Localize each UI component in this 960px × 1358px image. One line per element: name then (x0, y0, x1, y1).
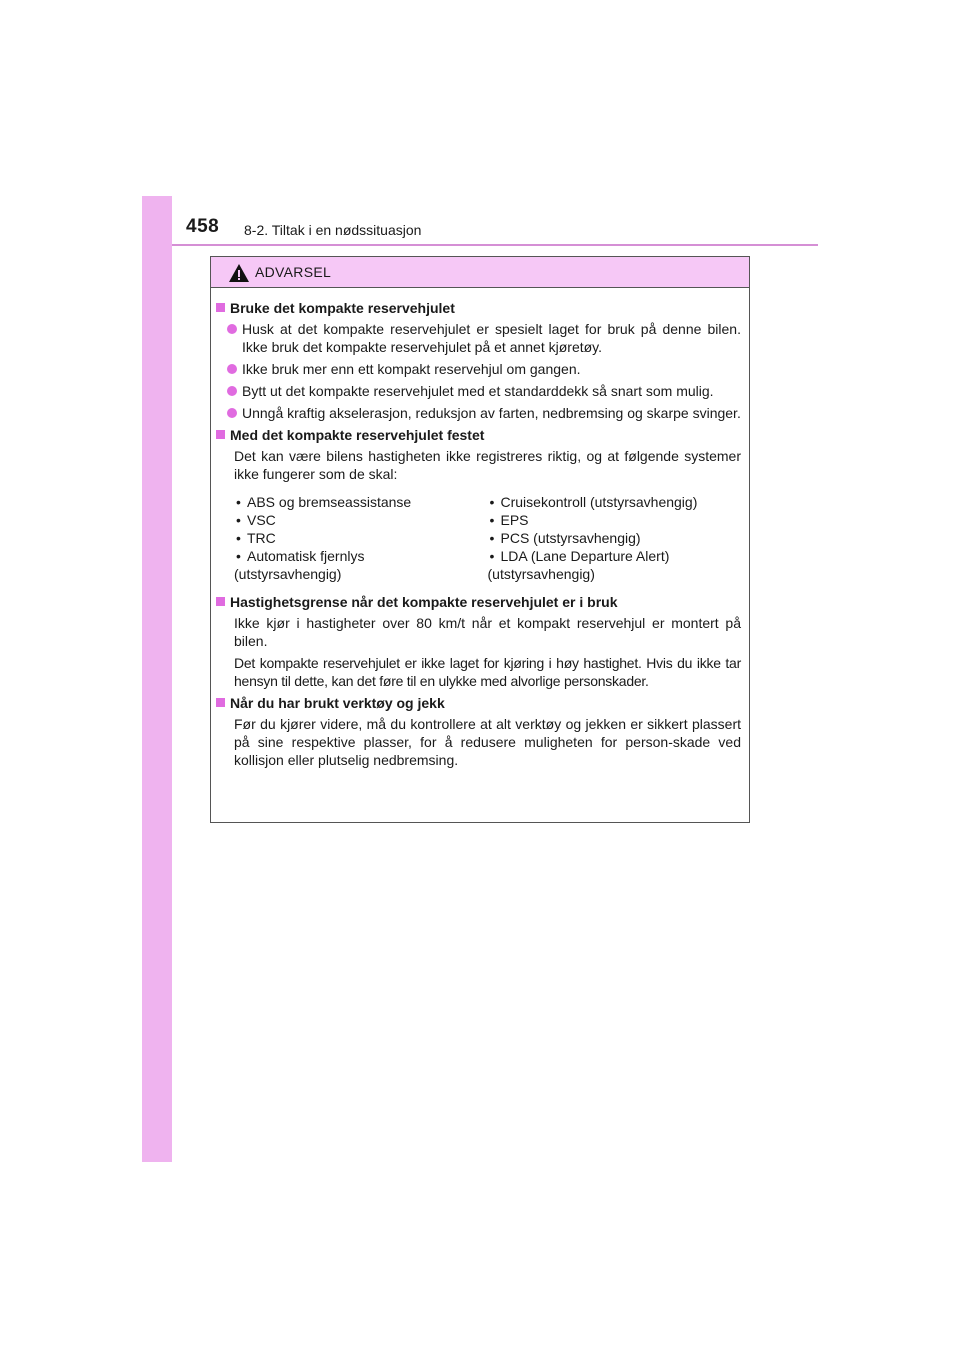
warning-title: ADVARSEL (255, 264, 332, 280)
warning-triangle-icon (228, 263, 250, 283)
warning-box (210, 256, 750, 823)
list-item: • LDA (Lane Departure Alert) (489, 548, 670, 564)
list-item: • Automatisk fjernlys (236, 548, 365, 564)
systems-list-left (234, 493, 488, 583)
warning-header (211, 257, 749, 288)
section-title: 8-2. Tiltak i en nødssituasjon (244, 222, 422, 238)
systems-list-right (488, 493, 742, 583)
warning-content (211, 288, 749, 769)
page-number: 458 (186, 216, 220, 237)
list-item: • VSC (236, 512, 276, 528)
section-heading: Med det kompakte reservehjulet festet (216, 426, 741, 444)
section-heading: Bruke det kompakte reservehjulet (216, 299, 741, 317)
list-item: Husk at det kompakte reservehjulet er spesielt laget for bruk på denne bilen. Ikke bruk det kompakte reservehjulet på et annet kjøretøy. (227, 320, 741, 356)
list-item: • TRC (236, 530, 276, 546)
square-bullet-icon (216, 597, 225, 606)
circle-bullet-icon (227, 364, 237, 374)
section-heading: Når du har brukt verktøy og jekk (216, 694, 741, 712)
list-item: Bytt ut det kompakte reservehjulet med et standarddekk så snart som mulig. (227, 382, 741, 400)
circle-bullet-icon (227, 386, 237, 396)
page-header (186, 216, 818, 246)
list-item: • ABS og bremseassistanse (236, 494, 412, 510)
paragraph: Før du kjører videre, må du kontrollere at alt verktøy og jekken er sikkert plassert på sine respektive plasser, for å redusere muligheten for person-skade ved kollisjon eller plutselig nedbremsing. (234, 716, 741, 768)
chapter-side-tab (142, 196, 172, 1162)
square-bullet-icon (216, 303, 225, 312)
list-item-continuation: (utstyrsavhengig) (234, 566, 342, 582)
square-bullet-icon (216, 698, 225, 707)
paragraph: Ikke kjør i hastigheter over 80 km/t når et kompakt reservehjul er montert på bilen. (234, 615, 741, 649)
list-item: Unngå kraftig akselerasjon, reduksjon av farten, nedbremsing og skarpe svinger. (227, 404, 741, 422)
square-bullet-icon (216, 430, 225, 439)
list-item: • PCS (utstyrsavhengig) (489, 530, 641, 546)
paragraph: Det kan være bilens hastigheten ikke registreres riktig, og at følgende systemer ikke fungerer som de skal: (234, 448, 741, 482)
list-item: • EPS (489, 512, 529, 528)
circle-bullet-icon (227, 408, 237, 418)
header-rule (172, 244, 818, 246)
list-item: • Cruisekontroll (utstyrsavhengig) (489, 494, 698, 510)
circle-bullet-icon (227, 324, 237, 334)
section-heading: Hastighetsgrense når det kompakte reservehjulet er i bruk (216, 593, 741, 611)
systems-list (234, 493, 741, 583)
list-item-continuation: (utstyrsavhengig) (487, 566, 595, 582)
paragraph: Det kompakte reservehjulet er ikke laget for kjøring i høy hastighet. Hvis du ikke tar hensyn til dette, kan det føre til en ulykke med alvorlige personskader. (234, 655, 741, 689)
list-item: Ikke bruk mer enn ett kompakt reservehjul om gangen. (227, 360, 741, 378)
